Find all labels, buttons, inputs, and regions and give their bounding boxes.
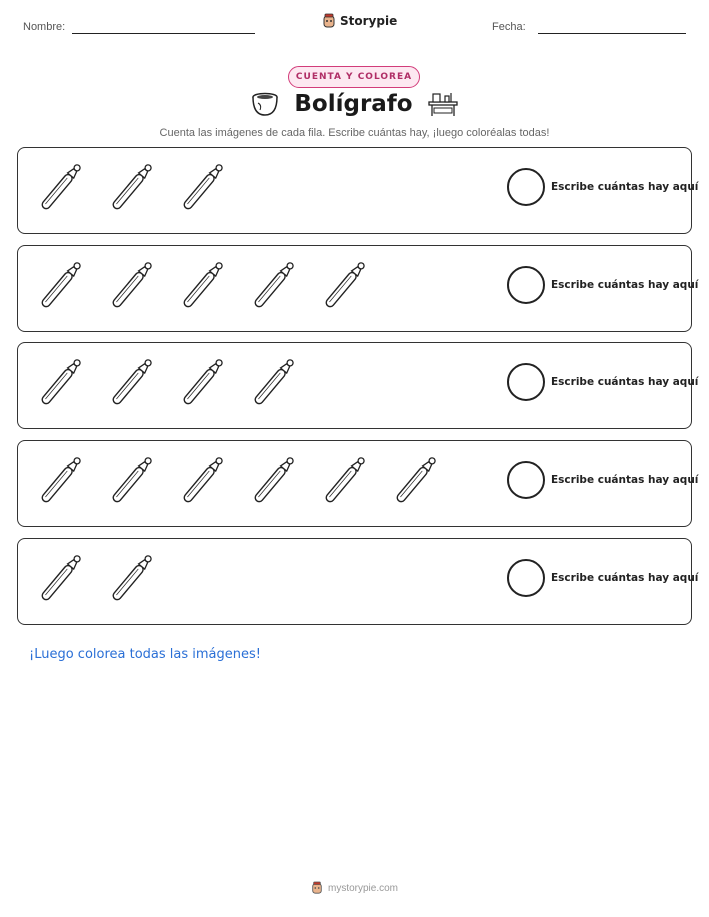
counting-row [17,342,699,429]
pen-icon[interactable] [101,449,163,511]
date-line[interactable] [538,33,686,34]
brand-name: Storypie [340,14,398,28]
storypie-logo-icon [322,13,336,29]
pen-icon[interactable] [30,254,92,316]
counting-row [17,245,699,332]
site-footer [0,881,709,895]
answer-circle[interactable] [507,363,545,401]
pen-icon[interactable] [385,449,447,511]
answer-circle[interactable] [507,559,545,597]
counting-row [17,538,699,625]
site-url: mystorypie.com [327,882,398,894]
answer-label: Escribe cuántas hay aquí [551,279,699,291]
pen-icon[interactable] [314,254,376,316]
counting-row [17,147,699,234]
pen-icon[interactable] [30,449,92,511]
pen-icon[interactable] [172,449,234,511]
pen-icon[interactable] [30,156,92,218]
pen-icon[interactable] [172,351,234,413]
storypie-footer-icon [311,881,323,895]
page-title: Bolígrafo [294,91,413,117]
name-label: Nombre: [23,21,66,33]
name-line[interactable] [72,33,255,34]
answer-label: Escribe cuántas hay aquí [551,474,699,486]
footer-note: ¡Luego colorea todas las imágenes! [29,647,261,662]
desk-icon [427,90,459,118]
title-row [0,90,709,118]
pen-icon[interactable] [101,156,163,218]
pen-icon[interactable] [101,351,163,413]
answer-circle[interactable] [507,266,545,304]
pen-icon[interactable] [101,254,163,316]
pen-icon[interactable] [30,547,92,609]
instructions: Cuenta las imágenes de cada fila. Escribe cuántas hay, ¡luego coloréalas todas! [159,127,550,139]
answer-circle[interactable] [507,168,545,206]
pen-icon[interactable] [243,449,305,511]
answer-label: Escribe cuántas hay aquí [551,572,699,584]
answer-circle[interactable] [507,461,545,499]
pen-icon[interactable] [30,351,92,413]
answer-label: Escribe cuántas hay aquí [551,376,699,388]
pen-icon[interactable] [243,254,305,316]
counting-row [17,440,699,527]
pen-icon[interactable] [243,351,305,413]
pen-icon[interactable] [101,547,163,609]
answer-label: Escribe cuántas hay aquí [551,181,699,193]
pen-icon[interactable] [314,449,376,511]
pen-icon[interactable] [172,254,234,316]
activity-badge: CUENTA Y COLOREA [288,66,420,88]
date-label: Fecha: [492,21,526,33]
pot-icon [250,90,280,118]
brand-logo [322,13,397,29]
pen-icon[interactable] [172,156,234,218]
